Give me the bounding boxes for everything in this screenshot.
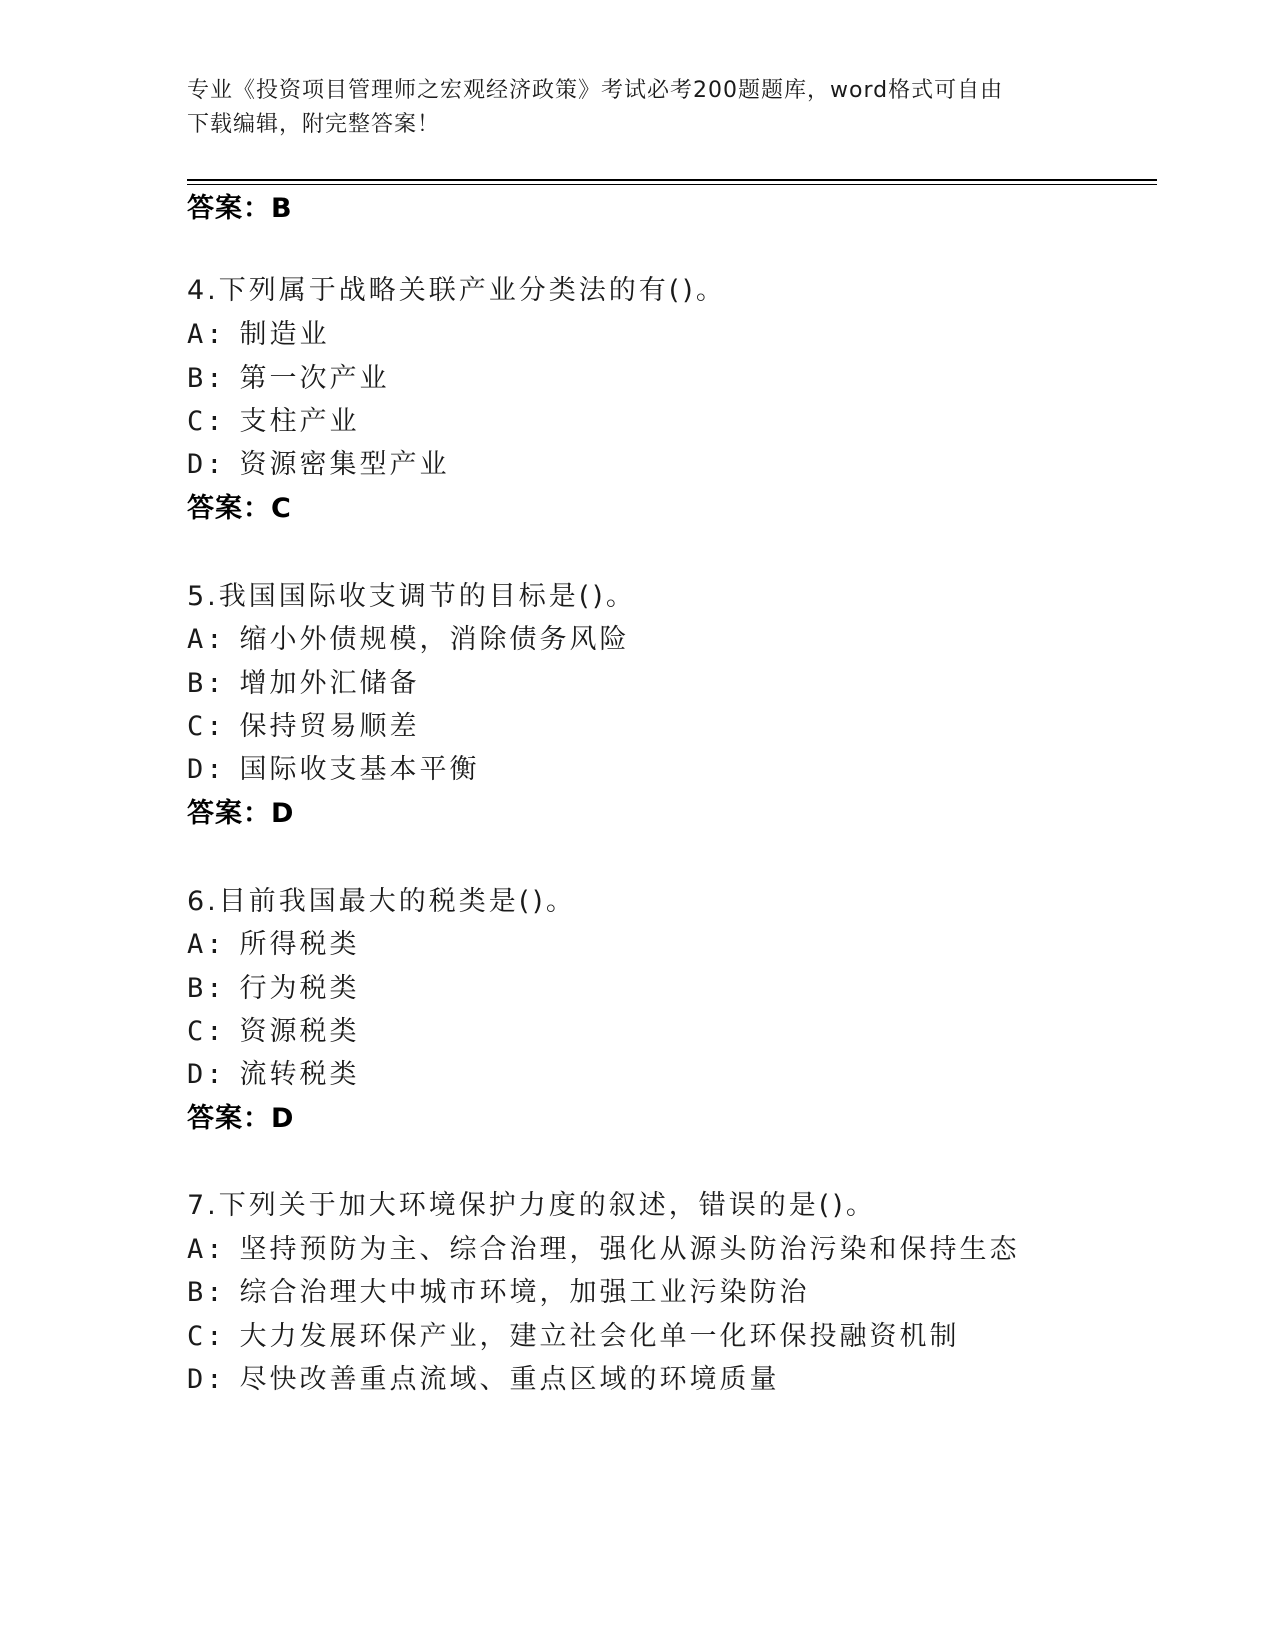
question-5-stem: 5.我国国际收支调节的目标是()。 — [187, 581, 636, 612]
question-7-option-b — [187, 1276, 810, 1310]
question-4-option-a — [187, 318, 330, 352]
question-6-option-d — [187, 1058, 360, 1092]
option-letter: B: — [187, 668, 226, 699]
answer-q6: 答案：D — [187, 1103, 295, 1134]
question-7-option-a — [187, 1233, 1020, 1267]
header-line-2: 下载编辑，附完整答案！ — [187, 112, 441, 137]
question-6-option-b — [187, 972, 360, 1006]
header-rule-thick — [187, 179, 1157, 181]
option-text: 综合治理大中城市环境，加强工业污染防治 — [239, 1277, 810, 1308]
question-7-option-d — [187, 1363, 780, 1397]
option-letter: C: — [187, 711, 226, 742]
option-text: 缩小外债规模，消除债务风险 — [239, 624, 630, 655]
option-text: 国际收支基本平衡 — [239, 754, 480, 785]
question-4-option-b — [187, 362, 390, 396]
question-4-option-c — [187, 405, 360, 439]
option-letter: C: — [187, 1321, 226, 1352]
question-7-option-c — [187, 1320, 960, 1354]
document-header — [187, 74, 1087, 142]
question-5-option-b — [187, 667, 420, 701]
option-text: 支柱产业 — [239, 406, 360, 437]
option-letter: C: — [187, 1016, 226, 1047]
option-letter: A: — [187, 319, 226, 350]
option-text: 资源密集型产业 — [239, 449, 450, 480]
option-text: 第一次产业 — [239, 363, 390, 394]
question-6-option-a — [187, 928, 360, 962]
header-rule-thin — [187, 184, 1157, 185]
option-letter: B: — [187, 1277, 226, 1308]
option-letter: C: — [187, 406, 226, 437]
question-5-option-d — [187, 753, 480, 787]
option-text: 尽快改善重点流域、重点区域的环境质量 — [239, 1364, 780, 1395]
option-text: 保持贸易顺差 — [239, 711, 420, 742]
option-letter: D: — [187, 1364, 226, 1395]
question-6-stem: 6.目前我国最大的税类是()。 — [187, 886, 576, 917]
option-text: 制造业 — [239, 319, 330, 350]
answer-q3: 答案：B — [187, 193, 293, 224]
option-text: 所得税类 — [239, 929, 360, 960]
option-letter: D: — [187, 1059, 226, 1090]
answer-q4: 答案：C — [187, 493, 292, 524]
option-letter: D: — [187, 754, 226, 785]
option-letter: A: — [187, 929, 226, 960]
option-letter: B: — [187, 363, 226, 394]
option-text: 资源税类 — [239, 1016, 360, 1047]
option-text: 坚持预防为主、综合治理，强化从源头防治污染和保持生态 — [239, 1234, 1020, 1265]
option-letter: B: — [187, 973, 226, 1004]
question-5-option-a — [187, 623, 630, 657]
option-text: 大力发展环保产业，建立社会化单一化环保投融资机制 — [239, 1321, 960, 1352]
question-5-option-c — [187, 710, 420, 744]
option-letter: A: — [187, 1234, 226, 1265]
question-4-stem: 4.下列属于战略关联产业分类法的有()。 — [187, 275, 726, 306]
question-6-option-c — [187, 1015, 360, 1049]
question-7-stem: 7.下列关于加大环境保护力度的叙述，错误的是()。 — [187, 1190, 876, 1221]
option-text: 流转税类 — [239, 1059, 360, 1090]
answer-q5: 答案：D — [187, 798, 295, 829]
option-letter: A: — [187, 624, 226, 655]
question-4-option-d — [187, 448, 450, 482]
header-line-1: 专业《投资项目管理师之宏观经济政策》考试必考200题题库，word格式可自由 — [187, 78, 1004, 103]
option-letter: D: — [187, 449, 226, 480]
option-text: 增加外汇储备 — [239, 668, 420, 699]
option-text: 行为税类 — [239, 973, 360, 1004]
